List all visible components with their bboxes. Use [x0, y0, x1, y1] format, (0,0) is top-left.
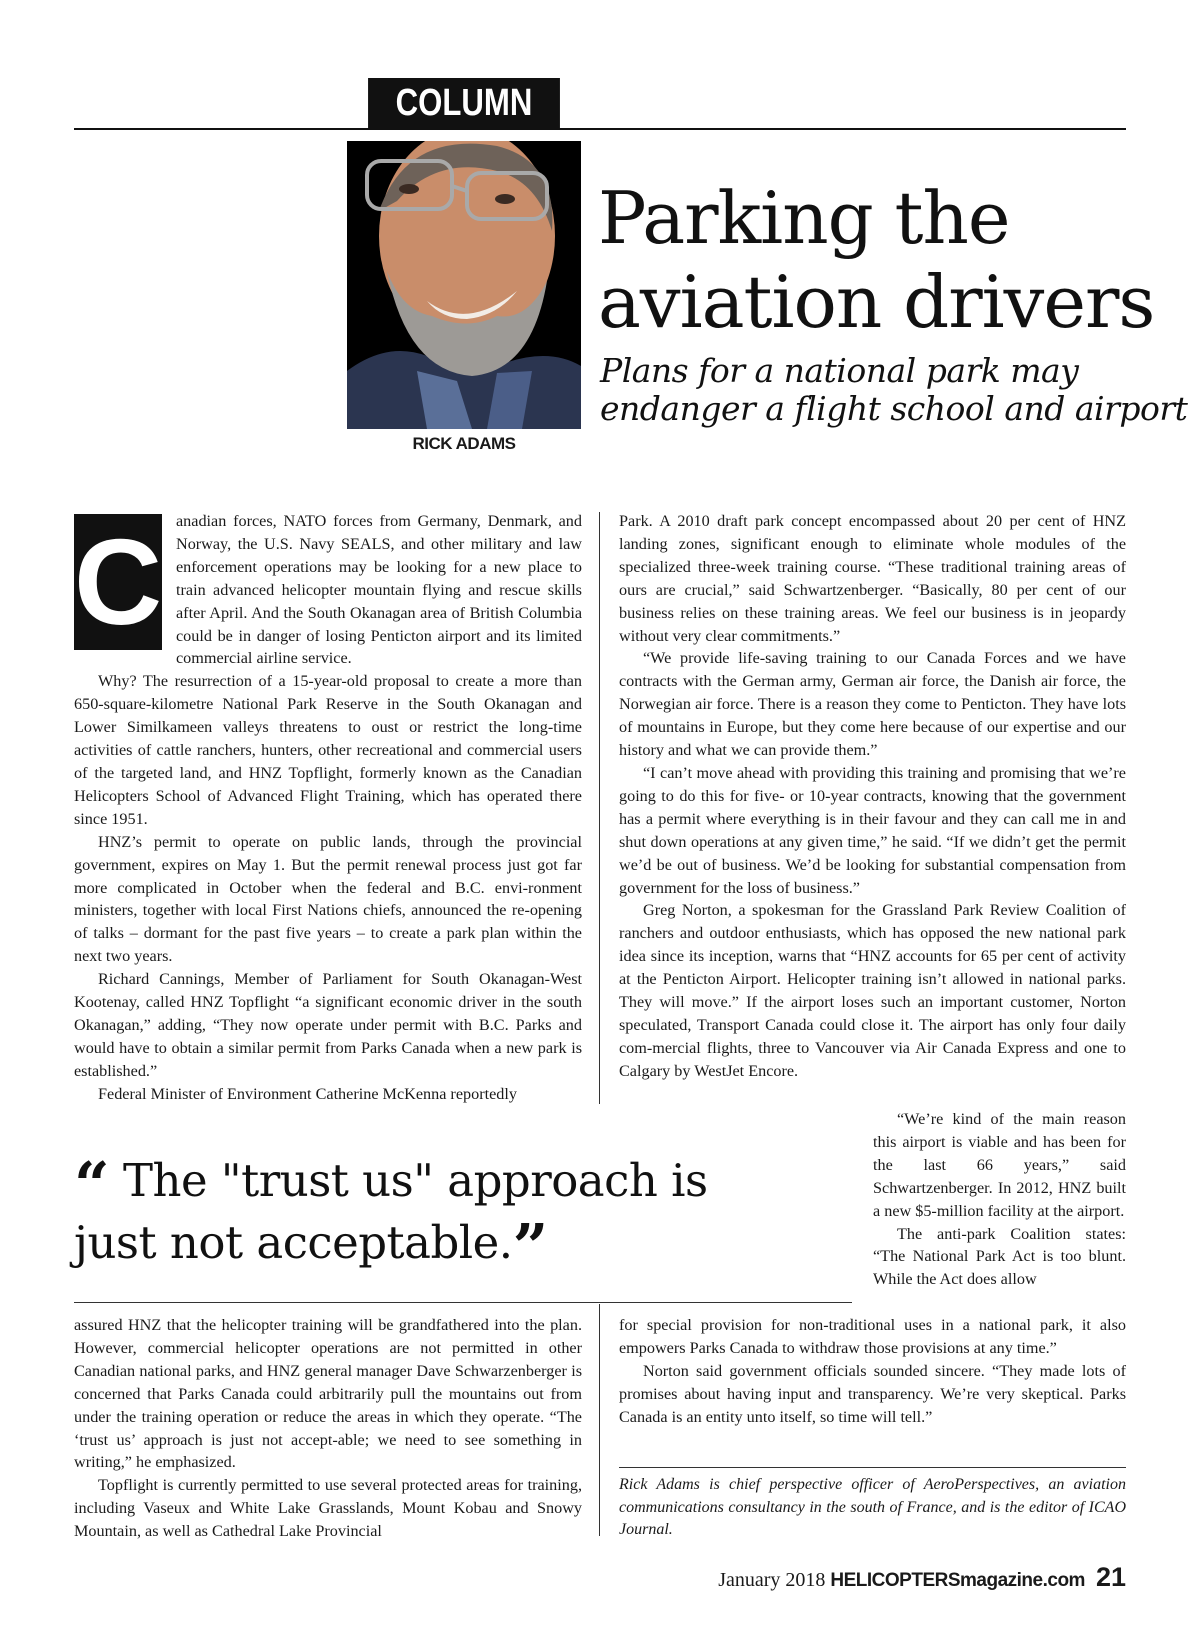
paragraph: “I can’t move ahead with providing this training and promising that we’re going to do this for five- or 10-year contracts, knowing that the government has a permit where everything is in their favour and they can call me in and shut down operations at any given time,” he said. “If we didn’t get the permit we’d be out of business. We’d be looking for substantial compensation from government for the loss of business.”: [619, 763, 1126, 897]
headline-line-2: aviation drivers: [598, 260, 1155, 344]
header-rule: [74, 128, 1126, 130]
paragraph: Park. A 2010 draft park concept encompassed about 20 per cent of HNZ landing zones, significant enough to eliminate whole modules of the specialized three-week training course. “These traditional training areas of ours are crucial,” said Schwartzenberger. “Basically, 80 per cent of our business relies on these training areas. We feel our business is in jeopardy without very clear commitments.”: [619, 512, 1126, 645]
page-number: 21: [1095, 1562, 1126, 1592]
magazine-website: HELICOPTERSmagazine.com: [830, 1570, 1085, 1591]
paragraph: assured HNZ that the helicopter training will be grandfathered into the plan. However, commercial helicopter operations are not permitted in other Canadian national parks, and HNZ general manager Dave Schwarzenberger is concerned that Parks Canada could arbitrarily pull the mountains out from under the training operation or reduce the areas in which they operate. “The ‘trust us’ approach is just not accept-able; we need to see something in writing,” he emphasized.: [74, 1316, 582, 1472]
paragraph: Why? The resurrection of a 15-year-old proposal to create a more than 650-square-kilometre National Park Reserve in the South Okanagan and Lower Similkameen valleys threatens to oust or restrict the long-time activities of cattle ranchers, hunters, other recreational and commercial users of the targeted land, and HNZ Topflight, formerly known as the Canadian Helicopters School of Advanced Flight Training, which has operated there since 1951.: [74, 672, 582, 828]
body-column-right-narrow: [873, 1108, 1126, 1291]
drop-cap: C: [74, 514, 163, 650]
subheadline: [600, 352, 1190, 428]
page-footer: [718, 1562, 1126, 1593]
paragraph: HNZ’s permit to operate on public lands, through the provincial government, expires on May 1. But the permit renewal process just got far more complicated in October when the federal and B.C. envi-ronment ministers, together with local First Nations chiefs, announced the re-opening of talks – dormant for the past five years – to create a park plan within the next two years.: [74, 832, 582, 966]
section-label: COLUMN: [368, 78, 560, 128]
paragraph: Greg Norton, a spokesman for the Grassland Park Review Coalition of ranchers and outdoor enthusiasts, which has opposed the new national park idea since its inception, warns that “HNZ accounts for 65 per cent of activity at the Penticton Airport. Helicopter training isn’t allowed in national parks. They will move.” If the airport loses such an important customer, Norton speculated, Transport Canada could close it. The airport has only four daily com-mercial flights, three to Vancouver via Air Canada Express and one to Calgary by WestJet Encore.: [619, 901, 1126, 1080]
pull-quote-rule: [74, 1302, 852, 1303]
open-quote-icon: “: [74, 1148, 110, 1221]
author-bio: Rick Adams is chief perspective officer of AeroPerspectives, an aviation communications consultancy in the south of France, and is the editor of ICAO Journal.: [619, 1476, 1126, 1538]
pull-quote-text: The "trust us" approach is just not acceptable.: [74, 1154, 708, 1269]
column-divider: [599, 512, 600, 1104]
paragraph: Norton said government officials sounded sincere. “They made lots of promises about having input and transparency. We’re very skeptical. Parks Canada is an entity unto itself, so time will tell.”: [619, 1361, 1126, 1426]
paragraph: Federal Minister of Environment Catherine McKenna reportedly: [98, 1084, 517, 1103]
issue-date: January 2018: [718, 1569, 826, 1591]
portrait-illustration: [347, 141, 581, 429]
headline: [598, 176, 1198, 344]
paragraph: “We provide life-saving training to our Canada Forces and we have contracts with the German army, German air force, the Danish air force, the Norwegian air force. There is a reason they come to Penticton. They have lots of mountains in Europe, but they come here because of our expertise and our history and what we can provide them.”: [619, 649, 1126, 760]
subheadline-line-1: Plans for a national park may: [600, 351, 1079, 390]
paragraph: The anti-park Coalition states: “The National Park Act is too blunt. While the Act does allow: [873, 1224, 1126, 1289]
paragraph: “We’re kind of the main reason this airport is viable and has been for the last 66 years,” said Schwartzenberger. In 2012, HNZ built a new $5-million facility at the airport.: [873, 1110, 1126, 1220]
bio-rule: [619, 1467, 1126, 1468]
paragraph: Richard Cannings, Member of Parliament for South Okanagan-West Kootenay, called HNZ Topflight “a significant economic driver in the south Okanagan,” adding, “They now operate under permit with B.C. Parks and would have to obtain a similar permit from Parks Canada when a new park is established.”: [74, 970, 582, 1080]
paragraph: anadian forces, NATO forces from Germany, Denmark, and Norway, the U.S. Navy SEALS, and other military and law enforcement operations may be looking for a new place to train advanced helicopter mountain flying and rescue skills after April. And the South Okanagan area of British Columbia could be in danger of losing Penticton airport and its limited commercial airline service.: [176, 512, 582, 668]
body-column-right-bottom: [619, 1314, 1126, 1429]
close-quote-icon: ”: [512, 1210, 548, 1283]
pull-quote: [74, 1148, 794, 1283]
author-portrait: [347, 141, 581, 429]
body-column-left-bottom: [74, 1314, 582, 1543]
body-column-left-top: [74, 510, 582, 1106]
body-column-right-top: [619, 510, 1126, 1083]
paragraph: Topflight is currently permitted to use several protected areas for training, including Vaseux and White Lake Grasslands, Mount Kobau and Snowy Mountain, as well as Cathedral Lake Provincial: [74, 1476, 582, 1541]
paragraph: for special provision for non-traditional uses in a national park, it also empowers Parks Canada to withdraw those provisions at any time.”: [619, 1316, 1126, 1357]
column-divider: [599, 1304, 600, 1536]
author-byline: RICK ADAMS: [412, 434, 516, 453]
subheadline-line-2: endanger a flight school and airport: [600, 389, 1188, 428]
headline-line-1: Parking the: [598, 176, 1010, 260]
